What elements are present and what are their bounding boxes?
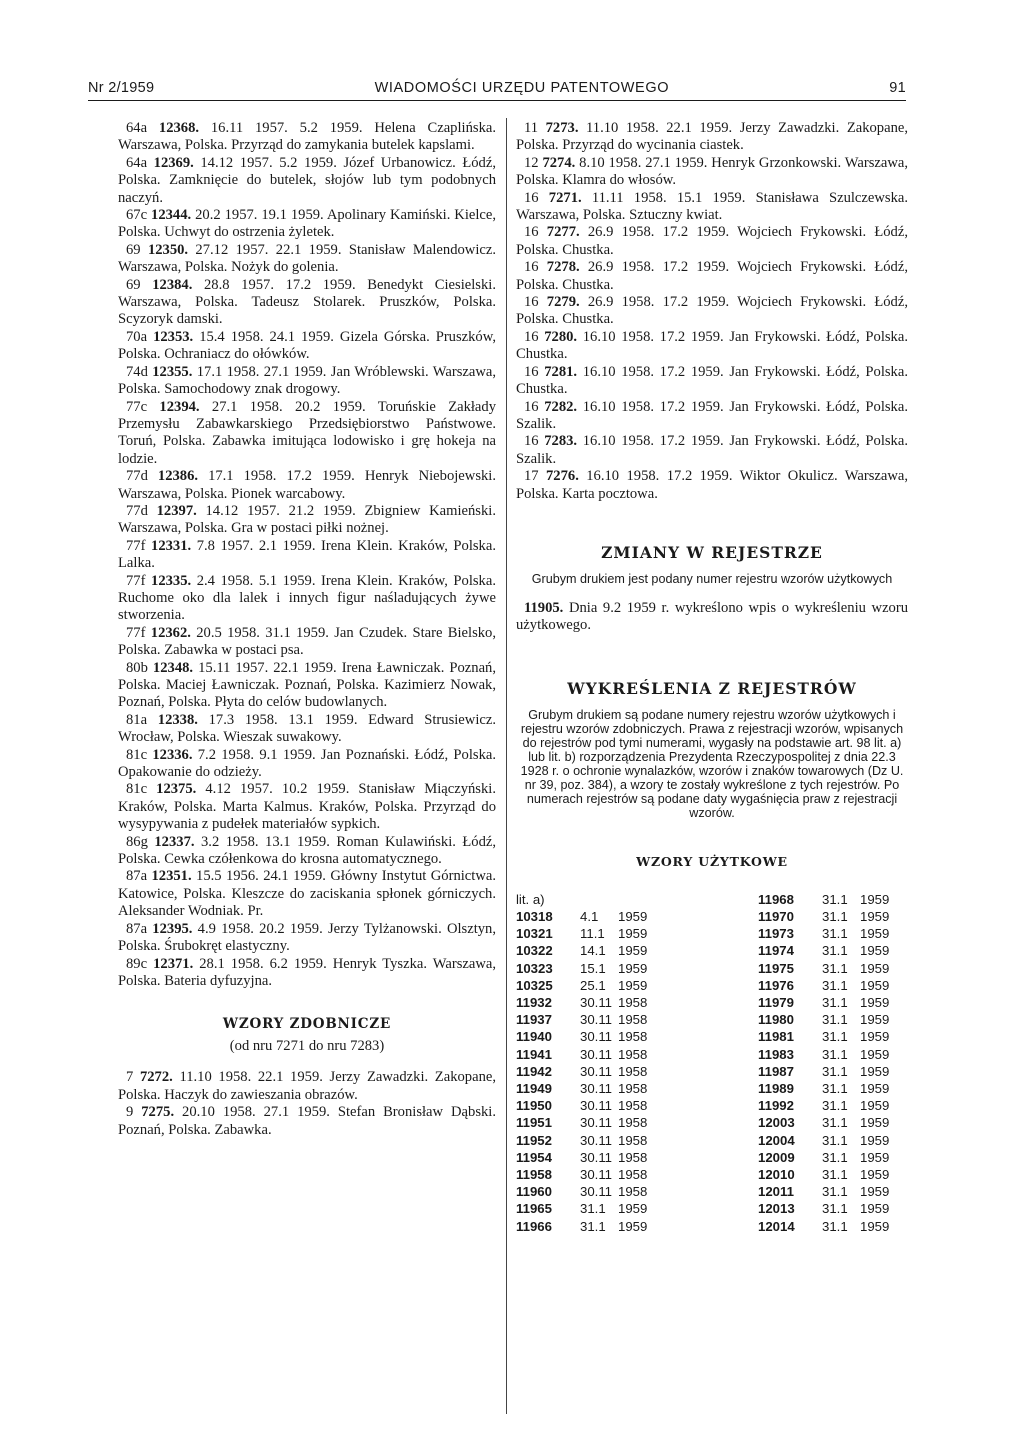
expiry-year: 1959 — [860, 960, 890, 976]
entry-number: 7276. — [546, 468, 579, 485]
patent-entry — [118, 277, 496, 329]
entry-number: 7282. — [544, 398, 578, 415]
issue-number: Nr 2/1959 — [88, 80, 155, 96]
register-number: 11974 — [758, 943, 794, 959]
expiry-year: 1959 — [860, 1080, 890, 1096]
entry-class: 9 — [126, 1104, 134, 1121]
patent-entry — [118, 399, 496, 469]
entry-number: 12335. — [151, 572, 192, 589]
patent-entry — [118, 712, 496, 747]
column-divider — [506, 118, 507, 1414]
entry-class: 77f — [126, 624, 146, 641]
expiry-year: 1959 — [860, 926, 890, 942]
entry-text: 26.9 1958. 17.2 1959. Wojciech Frykowski. Łódź, Polska. Chustka. — [516, 259, 908, 293]
register-number: 11983 — [758, 1046, 794, 1062]
patent-entry — [118, 242, 496, 277]
page-header — [88, 66, 906, 101]
register-number: 12011 — [758, 1184, 794, 1200]
expiry-date: 30.11 — [580, 1012, 613, 1028]
entry-number: 7278. — [546, 259, 580, 276]
expiry-year: 1959 — [860, 977, 890, 993]
entry-number: 12344. — [151, 207, 192, 224]
patent-entry — [118, 921, 496, 956]
expiry-date: 31.1 — [822, 1184, 848, 1200]
register-number: 11937 — [516, 1012, 552, 1028]
patent-entry — [118, 155, 496, 207]
table-row — [516, 1200, 889, 1217]
register-number: 11941 — [516, 1046, 552, 1062]
register-number: 11960 — [516, 1184, 552, 1200]
register-number: 11976 — [758, 977, 794, 993]
entry-number: 12351. — [151, 868, 192, 885]
entry-text: 20.2 1957. 19.1 1959. Apolinary Kamiński. Kielce, Polska. Uchwyt do ostrzenia żyletek. — [118, 207, 497, 241]
table-row — [516, 891, 889, 908]
expiry-date: 31.1 — [822, 1012, 848, 1028]
entry-number: 7283. — [544, 433, 578, 450]
patent-entry — [118, 503, 496, 538]
expiry-date: 25.1 — [580, 977, 606, 993]
entry-number: 12395. — [152, 920, 193, 937]
expiry-year: 1959 — [860, 1046, 890, 1062]
table-row — [516, 1218, 889, 1235]
entry-text: 17.3 1958. 13.1 1959. Edward Strusiewicz. Wrocław, Polska. Wieszak suwakowy. — [118, 711, 496, 746]
entry-number: 7273. — [545, 120, 579, 136]
entry-text: 16.10 1958. 17.2 1959. Jan Frykowski. Łódź, Polska. Chustka. — [516, 363, 908, 398]
expiry-date: 30.11 — [580, 1080, 613, 1096]
table-row — [516, 1046, 889, 1063]
expiry-year: 1958 — [618, 1029, 648, 1045]
register-number: 11989 — [758, 1080, 794, 1096]
expiry-date: 31.1 — [822, 994, 848, 1010]
entry-class: 81c — [126, 781, 148, 798]
patent-entry — [118, 660, 496, 712]
entry-class: 80b — [126, 659, 148, 676]
register-number: 11952 — [516, 1132, 552, 1148]
expiry-year: 1958 — [618, 1012, 648, 1028]
table-row — [516, 1011, 889, 1028]
wykreslenia-title: WYKREŚLENIA Z REJESTRÓW — [567, 678, 857, 698]
register-number: 11973 — [758, 926, 794, 942]
design-entry — [516, 224, 908, 259]
expiry-year: 1959 — [618, 960, 648, 976]
expiry-year: 1959 — [860, 1063, 890, 1079]
table-row — [516, 1028, 889, 1045]
expiry-year: 1958 — [618, 1046, 648, 1062]
table-row — [516, 1063, 889, 1080]
entry-number: 12371. — [153, 955, 194, 972]
expiry-date: 31.1 — [822, 943, 848, 959]
register-number: 11949 — [516, 1080, 552, 1096]
design-entry — [516, 329, 908, 364]
expiry-date: 31.1 — [822, 908, 848, 924]
expiry-date: 31.1 — [580, 1218, 606, 1234]
entry-number: 7271. — [548, 189, 582, 206]
expiry-date: 31.1 — [580, 1201, 606, 1217]
design-entry — [118, 1104, 496, 1139]
entry-text: 15.5 1956. 24.1 1959. Główny Instytut Górnictwa. Katowice, Polska. Kleszcze do zaciskania spłonek górniczych. Aleksander Wodniak. Pr. — [118, 868, 496, 920]
entry-text: 26.9 1958. 17.2 1959. Wojciech Frykowski. Łódź, Polska. Chustka. — [516, 224, 908, 258]
register-number: 12013 — [758, 1201, 795, 1217]
entry-number: 12362. — [150, 624, 191, 641]
expiry-date: 31.1 — [822, 1132, 848, 1148]
table-row — [516, 977, 889, 994]
table-row — [516, 1183, 889, 1200]
expiry-date: 31.1 — [822, 1029, 848, 1045]
wykreslenia-note: Grubym drukiem są podane numery rejestru wzorów użytkowych i rejestru wzorów zdobniczych. Prawa z rejestracji wzorów, wpisanych do rejestrów pod tymi numerami, wygasły na podstawie art. 98 lit. a) lub lit. b) rozporządzenia Prezydenta Rzeczypospolitej z dnia 22.3 1928 r. o ochronie wynalazków, wzorów i znaków towarowych (Dz U. nr 39, poz. 384), a wzory te zostały wykreślone z tych rejestrów. Po numerach rejestrów są podane daty wygaśnięcia praw z rejestracji wzorów. — [520, 707, 904, 820]
page-number: 91 — [889, 80, 906, 96]
expiry-date: 14.1 — [580, 943, 606, 959]
expiry-year: 1959 — [860, 1184, 890, 1200]
expiry-year: 1959 — [618, 1201, 648, 1217]
register-number: 11951 — [516, 1115, 552, 1131]
expiry-year: 1959 — [618, 977, 648, 993]
entry-text: 8.10 1958. 27.1 1959. Henryk Grzonkowski. Warszawa, Polska. Klamra do włosów. — [516, 154, 909, 189]
entry-number: 12394. — [159, 398, 200, 415]
register-number: 11950 — [516, 1098, 552, 1114]
expiry-date: 30.11 — [580, 1063, 613, 1079]
entry-class: 12 — [524, 154, 539, 171]
design-entry — [516, 120, 908, 155]
entry-class: 69 — [126, 276, 141, 293]
entry-text: 17.1 1958. 27.1 1959. Jan Wróblewski. Warszawa, Polska. Samochodowy znak drogowy. — [118, 363, 497, 398]
expiry-year: 1959 — [860, 1132, 890, 1148]
table-row — [516, 994, 889, 1011]
entry-class: 7 — [126, 1069, 134, 1086]
entry-number: 12350. — [147, 241, 189, 258]
table-row — [516, 960, 889, 977]
wzory-uzytkowe-title: WZORY UŻYTKOWE — [636, 853, 788, 869]
register-number: 10325 — [516, 977, 553, 993]
register-number: 10318 — [516, 908, 553, 924]
expiry-year: 1959 — [860, 1218, 890, 1234]
table-row — [516, 1080, 889, 1097]
entry-text: 20.10 1958. 27.1 1959. Stefan Bronisław Dąbski. Poznań, Polska. Zabawka. — [118, 1104, 496, 1138]
register-number: 11958 — [516, 1167, 552, 1182]
entry-number: 7279. — [546, 294, 580, 311]
entry-number: 12348. — [152, 659, 194, 676]
register-number: 10321 — [516, 926, 553, 942]
register-number: 11975 — [758, 960, 794, 976]
entry-number: 7274. — [542, 154, 576, 171]
expiry-date: 31.1 — [822, 926, 848, 942]
design-entries-list — [516, 120, 908, 503]
entry-number: 12384. — [152, 276, 193, 293]
entry-text: 27.12 1957. 22.1 1959. Stanisław Malendowicz. Warszawa, Polska. Nożyk do golenia. — [118, 241, 496, 276]
expiry-year: 1958 — [618, 1063, 648, 1079]
expiry-date: 30.11 — [580, 1149, 613, 1165]
entry-text: 7.2 1958. 9.1 1959. Jan Poznański. Łódź, Polska. Opakowanie do odzieży. — [118, 746, 496, 781]
zmiany-title: ZMIANY W REJESTRZE — [601, 542, 823, 562]
entry-class: 64a — [126, 120, 148, 136]
patent-entry — [118, 747, 496, 782]
entry-class: 17 — [524, 468, 539, 485]
register-number: 11980 — [758, 1012, 794, 1028]
entry-text: 4.12 1957. 10.2 1959. Stanisław Miączyński. Kraków, Polska. Marta Kalmus. Kraków, Polska. Przyrząd do wysypywania z pudełek materiałów sypkich. — [118, 781, 496, 833]
wzory-uzytkowe-table — [516, 891, 889, 1235]
entry-class: 86g — [126, 833, 148, 850]
entry-class: 11 — [524, 120, 539, 136]
table-row — [516, 925, 889, 942]
expiry-year: 1959 — [618, 926, 648, 942]
expiry-year: 1959 — [860, 891, 890, 907]
register-number: 12003 — [758, 1115, 795, 1131]
expiry-date: 31.1 — [822, 1167, 848, 1182]
left-column — [118, 120, 496, 1139]
entry-class: 87a — [126, 920, 148, 937]
expiry-year: 1958 — [618, 1115, 648, 1131]
entry-text: 16.10 1958. 17.2 1959. Jan Frykowski. Łódź, Polska. Chustka. — [516, 328, 908, 363]
register-number: 11966 — [516, 1218, 552, 1234]
entry-text: 16.10 1958. 17.2 1959. Wiktor Okulicz. Warszawa, Polska. Karta pocztowa. — [516, 468, 908, 502]
entry-number: 12368. — [158, 120, 200, 136]
patent-entry — [118, 573, 496, 625]
register-number: 11942 — [516, 1063, 552, 1079]
entry-number: 12369. — [153, 154, 194, 171]
expiry-year: 1959 — [618, 943, 648, 959]
expiry-year: 1958 — [618, 1149, 648, 1165]
entry-class: 67c — [126, 207, 148, 224]
expiry-date: 31.1 — [822, 1063, 848, 1079]
expiry-date: 30.11 — [580, 1046, 613, 1062]
entry-text: 14.12 1957. 5.2 1959. Józef Urbanowicz. Łódź, Polska. Zamknięcie do butelek, słojów lub tym podobnych naczyń. — [118, 154, 496, 206]
zmiany-entry-text: Dnia 9.2 1959 r. wykreślono wpis o wykreśleniu wzoru użytkowego. — [516, 599, 908, 634]
expiry-date: 30.11 — [580, 1167, 613, 1182]
design-entry — [516, 259, 908, 294]
entry-class: 16 — [524, 294, 539, 311]
expiry-year: 1958 — [618, 994, 648, 1010]
zmiany-note: Grubym drukiem jest podany numer rejestru wzorów użytkowych — [531, 571, 893, 586]
entry-text: 28.1 1958. 6.2 1959. Henryk Tyszka. Warszawa, Polska. Bateria dyfuzyjna. — [118, 955, 496, 989]
design-entry — [516, 364, 908, 399]
entry-class: 77d — [126, 502, 148, 519]
entry-number: 12353. — [153, 328, 194, 345]
entry-number: 12336. — [152, 746, 193, 763]
zmiany-entry — [516, 600, 908, 635]
patent-entry — [118, 468, 496, 503]
expiry-date: 30.11 — [580, 1098, 613, 1114]
entry-class: 64a — [126, 154, 148, 171]
entry-class: 89c — [126, 955, 148, 972]
expiry-year: 1959 — [860, 908, 890, 924]
table-row — [516, 1097, 889, 1114]
patent-entry — [118, 834, 496, 869]
wzory-zdobnicze-title: WZORY ZDOBNICZE — [222, 1016, 392, 1033]
register-number: 11970 — [758, 908, 794, 924]
register-number: 12010 — [758, 1167, 795, 1182]
expiry-year: 1958 — [618, 1132, 648, 1148]
lit-a-header: lit. a) — [516, 891, 545, 907]
zmiany-entry-number: 11905. — [524, 599, 564, 616]
entry-text: 4.9 1958. 20.2 1959. Jerzy Tylżanowski. Olsztyn, Polska. Śrubokręt elastyczny. — [118, 920, 496, 955]
wzory-zdobnicze-list — [118, 1069, 496, 1139]
table-row — [516, 1114, 889, 1131]
patent-entry — [118, 625, 496, 660]
expiry-year: 1959 — [860, 1167, 890, 1182]
table-row — [516, 942, 889, 959]
entry-text: 28.8 1957. 17.2 1959. Benedykt Ciesielski. Warszawa, Polska. Tadeusz Stolarek. Pruszków, Polska. Scyzoryk damski. — [118, 276, 496, 328]
entry-number: 7277. — [546, 224, 580, 241]
register-number: 11968 — [758, 891, 794, 907]
patent-entry — [118, 956, 496, 991]
expiry-year: 1959 — [860, 1029, 890, 1045]
table-row — [516, 1149, 889, 1166]
expiry-date: 30.11 — [580, 1115, 613, 1131]
patent-entry — [118, 868, 496, 920]
patent-entry — [118, 120, 496, 155]
register-number: 11992 — [758, 1098, 794, 1114]
register-number: 12014 — [758, 1218, 795, 1234]
expiry-year: 1958 — [618, 1080, 648, 1096]
register-number: 10323 — [516, 960, 553, 976]
expiry-year: 1959 — [618, 1218, 648, 1234]
entry-text: 17.1 1958. 17.2 1959. Henryk Niebojewski. Warszawa, Polska. Pionek warcabowy. — [118, 468, 497, 502]
entry-class: 87a — [126, 868, 148, 885]
register-number: 11987 — [758, 1063, 794, 1079]
entry-number: 12386. — [157, 468, 199, 485]
entry-text: 14.12 1957. 21.2 1959. Zbigniew Kamieński. Warszawa, Polska. Gra w postaci piłki nożnej. — [118, 502, 496, 537]
entry-number: 7272. — [139, 1069, 173, 1086]
expiry-date: 30.11 — [580, 994, 613, 1010]
expiry-year: 1959 — [618, 908, 648, 924]
expiry-year: 1959 — [860, 1201, 890, 1217]
register-number: 11954 — [516, 1149, 552, 1165]
expiry-date: 30.11 — [580, 1029, 613, 1045]
entry-text: 15.11 1957. 22.1 1959. Irena Ławniczak. Poznań, Polska. Maciej Ławniczak. Poznań, Polska. Kazimierz Nowak, Poznań, Polska. Płyta do celów budowlanych. — [118, 659, 496, 711]
register-number: 11965 — [516, 1201, 552, 1217]
entry-class: 16 — [524, 433, 539, 450]
entry-number: 12331. — [151, 537, 192, 554]
expiry-date: 31.1 — [822, 1115, 848, 1131]
entry-text: 15.4 1958. 24.1 1959. Gizela Górska. Pruszków, Polska. Ochraniacz do ołówków. — [118, 328, 496, 363]
entry-text: 26.9 1958. 17.2 1959. Wojciech Frykowski. Łódź, Polska. Chustka. — [516, 294, 908, 328]
patent-entry — [118, 329, 496, 364]
entry-text: 7.8 1957. 2.1 1959. Irena Klein. Kraków, Polska. Lalka. — [118, 537, 496, 572]
entry-number: 7275. — [141, 1104, 175, 1121]
expiry-date: 31.1 — [822, 1080, 848, 1096]
register-number: 11940 — [516, 1029, 552, 1045]
patent-entry — [118, 781, 496, 833]
entry-text: 16.10 1958. 17.2 1959. Jan Frykowski. Łódź, Polska. Szalik. — [516, 433, 908, 467]
register-number: 11979 — [758, 994, 794, 1010]
expiry-date: 31.1 — [822, 960, 848, 976]
entry-class: 16 — [524, 398, 539, 415]
entry-number: 7280. — [544, 328, 578, 345]
journal-title: WIADOMOŚCI URZĘDU PATENTOWEGO — [374, 80, 670, 96]
expiry-date: 31.1 — [822, 1046, 848, 1062]
expiry-year: 1959 — [860, 1115, 890, 1131]
entry-text: 11.10 1958. 22.1 1959. Jerzy Zawadzki. Zakopane, Polska. Haczyk do zawieszania obrazów. — [118, 1069, 496, 1103]
entry-class: 81c — [126, 746, 148, 763]
entry-text: 16.10 1958. 17.2 1959. Jan Frykowski. Łódź, Polska. Szalik. — [516, 398, 908, 432]
entry-class: 16 — [524, 363, 539, 380]
expiry-year: 1959 — [860, 994, 890, 1010]
entry-class: 16 — [524, 259, 539, 276]
design-entry — [516, 155, 908, 190]
entry-number: 12355. — [152, 363, 193, 380]
expiry-date: 4.1 — [580, 908, 599, 924]
expiry-year: 1959 — [860, 1149, 890, 1165]
expiry-date: 11.1 — [580, 926, 605, 942]
design-entry — [516, 190, 908, 225]
entry-class: 77c — [126, 398, 148, 415]
expiry-year: 1958 — [618, 1184, 648, 1200]
expiry-date: 31.1 — [822, 891, 848, 907]
entry-class: 77d — [126, 468, 148, 485]
expiry-date: 31.1 — [822, 1098, 848, 1114]
entry-text: 3.2 1958. 13.1 1959. Roman Kulawiński. Łódź, Polska. Cewka czółenkowa do krosna automatycznego. — [118, 833, 497, 868]
table-row — [516, 908, 889, 925]
expiry-date: 31.1 — [822, 1149, 848, 1165]
register-number: 11981 — [758, 1029, 794, 1045]
expiry-date: 15.1 — [580, 960, 606, 976]
expiry-year: 1959 — [860, 1098, 890, 1114]
entry-text: 11.10 1958. 22.1 1959. Jerzy Zawadzki. Zakopane, Polska. Przyrząd do wycinania ciastek. — [516, 120, 908, 154]
entry-number: 12338. — [157, 711, 198, 728]
entry-class: 74d — [126, 363, 148, 380]
design-entry — [516, 468, 908, 503]
expiry-year: 1959 — [860, 1012, 890, 1028]
patent-entry — [118, 364, 496, 399]
entry-class: 77f — [126, 537, 146, 554]
entry-class: 16 — [524, 328, 539, 345]
expiry-year: 1958 — [618, 1167, 648, 1182]
entry-class: 70a — [126, 328, 148, 345]
entry-text: 11.11 1958. 15.1 1959. Stanisława Szulczewska. Warszawa, Polska. Sztuczny kwiat. — [516, 189, 909, 224]
right-column — [516, 120, 908, 1235]
patent-entry — [118, 207, 496, 242]
expiry-year: 1959 — [860, 943, 890, 959]
expiry-date: 31.1 — [822, 1201, 848, 1217]
register-number: 10322 — [516, 943, 553, 959]
table-row — [516, 1166, 889, 1183]
register-number: 12004 — [758, 1132, 795, 1148]
expiry-date: 30.11 — [580, 1184, 613, 1200]
patent-entry — [118, 538, 496, 573]
design-entry — [516, 433, 908, 468]
wzory-zdobnicze-subtitle: (od nru 7271 do nru 7283) — [229, 1038, 385, 1055]
patent-entries-list — [118, 120, 496, 990]
entry-number: 12375. — [156, 781, 197, 798]
expiry-date: 30.11 — [580, 1132, 613, 1148]
entry-text: 20.5 1958. 31.1 1959. Jan Czudek. Stare Bielsko, Polska. Zabawka w postaci psa. — [118, 624, 497, 659]
design-entry — [516, 294, 908, 329]
entry-class: 16 — [524, 189, 539, 206]
entry-number: 7281. — [544, 363, 578, 380]
register-number: 12009 — [758, 1149, 795, 1165]
table-row — [516, 1132, 889, 1149]
entry-text: 2.4 1958. 5.1 1959. Irena Klein. Kraków, Polska. Ruchome oko dla lalek i innych figur naśladujących żywe stworzenia. — [118, 572, 496, 624]
expiry-date: 31.1 — [822, 1218, 848, 1234]
expiry-year: 1958 — [618, 1098, 648, 1114]
entry-class: 69 — [126, 241, 141, 258]
entry-class: 81a — [126, 711, 148, 728]
expiry-date: 31.1 — [822, 977, 848, 993]
entry-text: 16.11 1957. 5.2 1959. Helena Czaplińska. Warszawa, Polska. Przyrząd do zamykania butelek kapslami. — [118, 120, 496, 154]
entry-number: 12397. — [156, 502, 197, 519]
design-entry — [516, 399, 908, 434]
register-number: 11932 — [516, 994, 552, 1010]
entry-text: 27.1 1958. 20.2 1959. Toruńskie Zakłady Przemysłu Zabawkarskiego Przedsiębiorstwo Państwowe. Toruń, Polska. Zabawka imitująca lodowisko i grę hokeja na lodzie. — [118, 398, 497, 467]
entry-class: 77f — [126, 572, 146, 589]
design-entry — [118, 1069, 496, 1104]
entry-number: 12337. — [154, 833, 195, 850]
entry-class: 16 — [524, 224, 539, 241]
